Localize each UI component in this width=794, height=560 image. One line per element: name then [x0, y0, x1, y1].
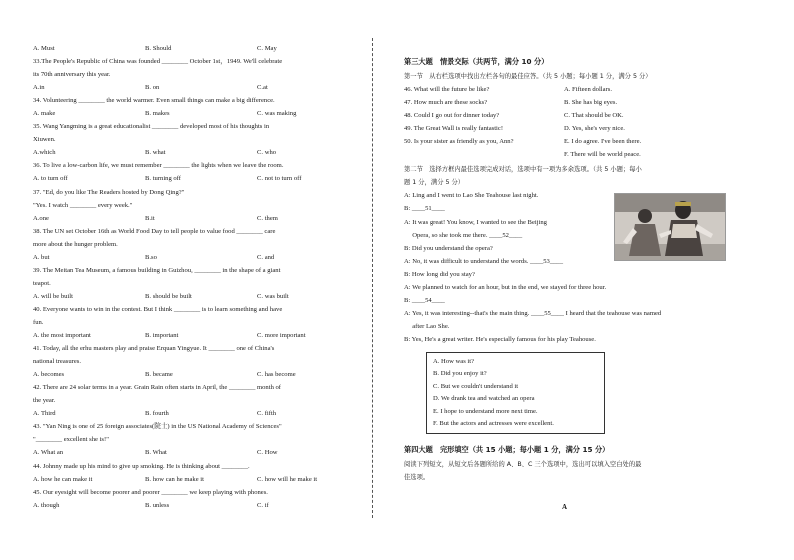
matching-question [404, 148, 564, 161]
dialogue-line: B: How long did you stay? [404, 270, 475, 278]
answer-option: B. how can he make it [145, 475, 204, 483]
answer-options [33, 499, 343, 512]
box-option: F. But the actors and actresses were excellent. [433, 419, 554, 427]
dialogue-line: A: We planned to watch for an hour, but in the end, we stayed for three hour. [404, 283, 607, 291]
matching-question: 49. The Great Wall is really fantastic! [404, 125, 504, 133]
column-divider [372, 38, 373, 518]
answer-option: A. though [33, 501, 60, 509]
question-text: 42. There are 24 solar terms in a year. Grain Rain often starts in April, the ________ month of [33, 384, 282, 392]
answer-option: C. was making [257, 110, 297, 118]
matching-answer: C. That should be OK. [564, 112, 624, 120]
dialogue-line: B: ____54____ [404, 296, 445, 304]
answer-options [33, 251, 343, 264]
answer-option: B. what [145, 149, 166, 157]
question-text: the year. [33, 397, 56, 405]
matching-row [404, 122, 724, 135]
answer-option: C. who [257, 149, 277, 157]
dialogue-line: B: Yes, He's a great writer. He's especially famous for his play Teahouse. [404, 335, 596, 343]
box-option: C. But we couldn't understand it [433, 382, 519, 390]
matching-answer: D. Yes, she's very nice. [564, 125, 625, 133]
answer-options [33, 107, 343, 120]
question-text: 33.The People's Republic of China was founded ________ October 1st，1949. We'll celebrate [33, 58, 283, 66]
answer-options [33, 172, 343, 185]
answer-option: C. and [257, 253, 275, 261]
options-box [426, 352, 605, 434]
part3-sec1-title: 第一节 从右栏选项中找出左栏各句的最佳应答。（共 5 小题；每小题 1 分，满分 5 分） [404, 73, 652, 80]
question-text: 41. Today, all the erhu masters play and praise Erquan Yingyue. It ________ one of China's [33, 345, 275, 353]
part3-sec2-title: 第二节 选择方框内最佳选项完成对话，选项中有一项为多余选项。（共 5 小题；每小 [404, 166, 642, 174]
answer-option: B.so [145, 253, 157, 261]
matching-row [404, 96, 724, 109]
right-column [404, 54, 724, 484]
question-text: teapot. [33, 279, 51, 287]
answer-options [33, 42, 343, 55]
matching-row [404, 148, 724, 161]
part4-instruction-cont: 佳选项。 [404, 474, 430, 482]
question-text: 39. The Meitan Tea Museum, a famous building in Guizhou, ________ in the shape of a giant [33, 266, 281, 274]
dialogue-line: Opera, so she took me there. ____52____ [404, 231, 523, 239]
question-text: Xiuwen. [33, 136, 56, 144]
answer-option: B. Should [145, 45, 172, 52]
answer-option: A. the most important [33, 332, 91, 340]
beijing-opera-photo [614, 193, 726, 261]
answer-option: B. became [145, 371, 173, 379]
answer-option: C. them [257, 214, 278, 222]
answer-option: B.it [145, 214, 155, 222]
answer-option: A. how he can make it [33, 475, 93, 483]
part3-sec2-title-cont: 题 1 分，满分 5 分） [404, 179, 465, 187]
matching-rows [404, 83, 724, 161]
question-text: "Yes. I watch ________ every week." [33, 201, 133, 209]
dialogue-line: A: It was great! You know, I wanted to see the Beijing [404, 218, 547, 226]
matching-row [404, 109, 724, 122]
answer-option: A. becomes [33, 371, 65, 379]
answer-option: B. should be built [145, 292, 192, 300]
matching-question: 50. Is your sister as friendly as you, Ann? [404, 138, 514, 146]
answer-option: C. fifth [257, 410, 277, 418]
matching-answer: F. There will be world peace. [564, 151, 641, 159]
answer-option: B. makes [145, 110, 170, 118]
answer-option: A. will be built [33, 292, 73, 300]
question-text: its 70th anniversary this year. [33, 71, 111, 79]
answer-option: A. What an [33, 449, 64, 457]
dialogue-line: after Lao She. [404, 322, 450, 330]
answer-option: C. May [257, 45, 277, 52]
box-option: B. Did you enjoy it? [433, 370, 487, 378]
question-text: 34. Volunteering ________ the world warmer. Even small things can make a big difference. [33, 97, 275, 105]
matching-answer: E. I do agree. I've been there. [564, 138, 642, 146]
answer-option: C. more important [257, 332, 306, 340]
answer-option: C. has become [257, 371, 296, 379]
box-option: A. How was it? [433, 357, 475, 365]
box-option: D. We drank tea and watched an opera [433, 395, 535, 403]
answer-option: B. turning off [145, 175, 181, 183]
dialogue-line: A: No, it was difficult to understand the words. ____53____ [404, 257, 564, 265]
question-text: 44. Johnny made up his mind to give up smoking. He is thinking about ________. [33, 462, 250, 470]
answer-option: B. unless [145, 501, 170, 509]
answer-option: C. was built [257, 292, 289, 300]
part4-title: 第四大题 完形填空（共 15 小题；每小题 1 分，满分 15 分） [404, 445, 610, 455]
answer-options [33, 329, 343, 342]
answer-option: C. not to turn off [257, 175, 302, 183]
part3-title: 第三大题 情景交际（共两节，满分 10 分） [404, 57, 549, 66]
matching-answer: B. She has big eyes. [564, 99, 618, 107]
answer-option: B. fourth [145, 410, 169, 418]
answer-options [33, 407, 343, 420]
matching-question: 46. What will the future be like? [404, 86, 490, 94]
dialogue-line: B: ____51____ [404, 205, 445, 213]
dialogue-line: A: Ling and I went to Lao She Teahouse last night. [404, 192, 539, 200]
left-column [33, 42, 343, 512]
matching-question: 47. How much are these socks? [404, 99, 488, 107]
answer-option: A. to turn off [33, 175, 68, 183]
question-text: "________ excellent she is!" [33, 436, 109, 444]
answer-option: B. important [145, 332, 179, 340]
question-text: 36. To live a low-carbon life, we must remember ________ the lights when we leave the room. [33, 162, 284, 170]
dialogue-line: A: Yes, it was interesting--that's the main thing. ____55____ I heard that the teahouse was named [404, 309, 662, 317]
question-text: national treasures. [33, 358, 81, 366]
box-option: E. I hope to understand more next time. [433, 407, 538, 415]
question-text: 40. Everyone wants to win in the contest. But I think ________ is to learn something and have [33, 305, 283, 313]
matching-answer: A. Fifteen dollars. [564, 86, 612, 94]
answer-option: B. What [145, 449, 167, 457]
answer-option: C. How [257, 449, 278, 457]
matching-row [404, 135, 724, 148]
passage-label: A [562, 503, 568, 511]
answer-options [33, 473, 343, 486]
question-text: 45. Our eyesight will become poorer and poorer ________ we keep playing with phones. [33, 488, 268, 496]
answer-option: B. on [145, 84, 160, 92]
answer-options [33, 446, 343, 459]
answer-option: C. if [257, 501, 269, 509]
matching-row [404, 83, 724, 96]
question-text: 43. "Yan Ning is one of 25 foreign associates(院士) in the US National Academy of Sciences" [33, 423, 282, 431]
answer-option: C. how will he make it [257, 475, 318, 483]
answer-options [33, 368, 343, 381]
answer-options [33, 81, 343, 94]
answer-option: A. make [33, 110, 56, 118]
answer-option: A.which [33, 149, 56, 157]
question-text: 38. The UN set October 16th as World Food Day to tell people to value food ________ care [33, 227, 276, 235]
answer-option: A. but [33, 253, 50, 261]
question-text: fun. [33, 318, 44, 326]
answer-option: A.in [33, 84, 45, 92]
answer-option: A. Third [33, 410, 56, 418]
part4-instruction: 阅读下列短文，从短文后各题所给的 A、B、C 三个选项中，选出可以填入空白处的最 [404, 461, 642, 469]
question-text: 35. Wang Yangming is a great educationalist ________ developed most of his thoughts in [33, 123, 270, 131]
answer-option: A.one [33, 214, 49, 222]
matching-question: 48. Could I go out for dinner today? [404, 112, 500, 120]
dialogue-line: B: Did you understand the opera? [404, 244, 493, 252]
answer-option: A. Must [33, 45, 55, 52]
question-text: 37. "Ed, do you like The Readers hosted by Dong Qing?" [33, 188, 185, 196]
answer-option: C.at [257, 84, 268, 92]
answer-options [33, 212, 343, 225]
question-text: more about the hunger problem. [33, 240, 118, 248]
answer-options [33, 146, 343, 159]
answer-options [33, 290, 343, 303]
